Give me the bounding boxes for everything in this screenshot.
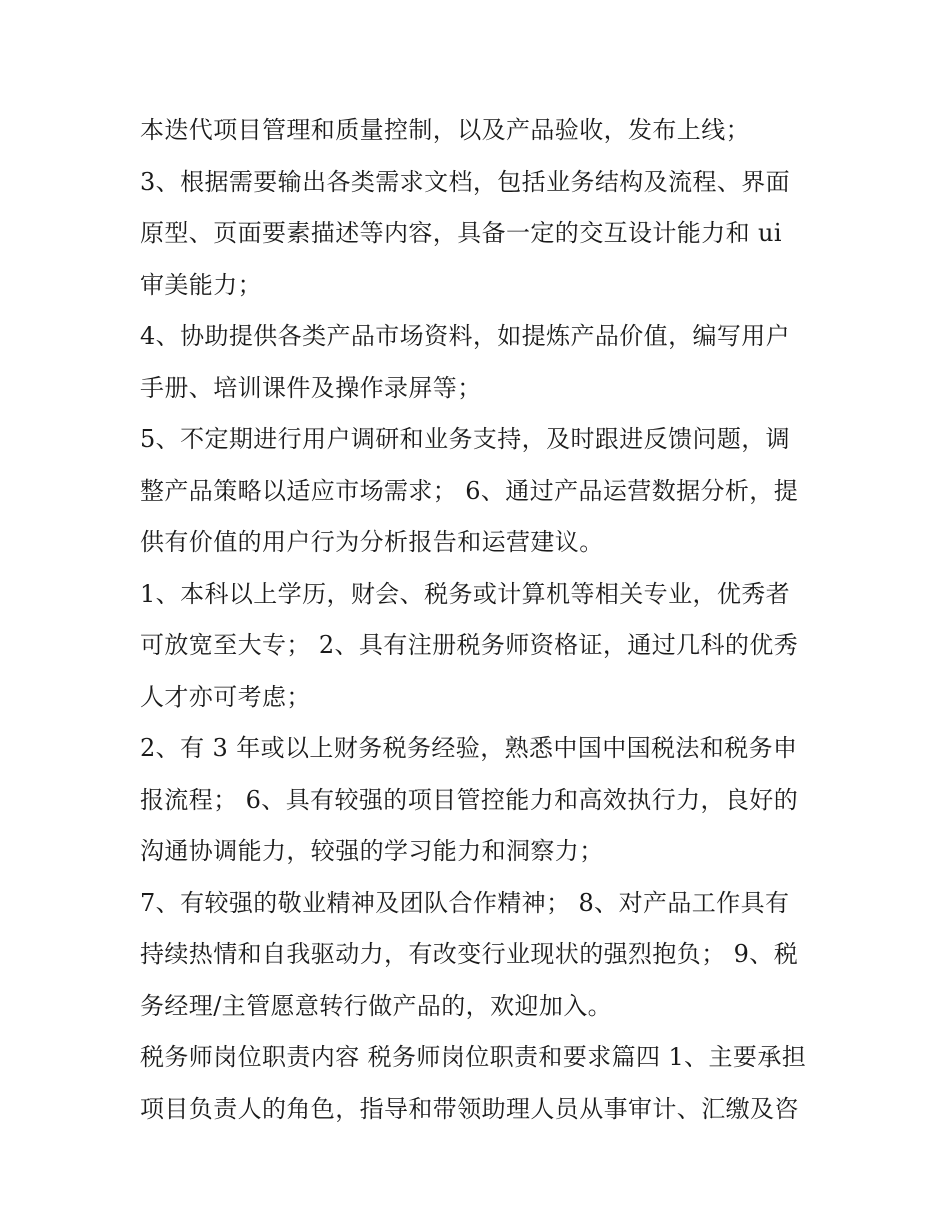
text-line: 2、有 3 年或以上财务税务经验，熟悉中国中国税法和税务申 (140, 734, 798, 762)
text-line: 审美能力； (140, 270, 262, 299)
text-line: 原型、页面要素描述等内容，具备一定的交互设计能力和 ui (140, 219, 782, 247)
text-line: 持续热情和自我驱动力，有改变行业现状的强烈抱负； 9、税 (140, 940, 799, 968)
text-line: 人才亦可考虑； (140, 682, 311, 711)
text-line: 沟通协调能力，较强的学习能力和洞察力； (140, 837, 604, 865)
text-line: 本迭代项目管理和质量控制，以及产品验收，发布上线； (140, 116, 750, 144)
text-line: 项目负责人的角色，指导和带领助理人员从事审计、汇缴及咨 (140, 1094, 799, 1123)
text-line: 7、有较强的敬业精神及团队合作精神； 8、对产品工作具有 (140, 888, 790, 917)
text-line: 务经理/主管愿意转行做产品的，欢迎加入。 (140, 991, 613, 1020)
text-line: 报流程； 6、具有较强的项目管控能力和高效执行力，良好的 (140, 785, 799, 814)
text-line: 1、本科以上学历，财会、税务或计算机等相关专业，优秀者 (140, 579, 791, 608)
document-body (140, 105, 820, 1135)
text-line: 3、根据需要输出各类需求文档，包括业务结构及流程、界面 (140, 167, 791, 196)
text-line: 整产品策略以适应市场需求； 6、通过产品运营数据分析，提 (140, 476, 799, 505)
text-line: 手册、培训课件及操作录屏等； (140, 373, 482, 402)
text-line: 可放宽至大专； 2、具有注册税务师资格证，通过几科的优秀 (140, 631, 799, 659)
text-line: 4、协助提供各类产品市场资料，如提炼产品价值，编写用户 (140, 322, 791, 350)
text-line: 供有价值的用户行为分析报告和运营建议。 (140, 528, 604, 556)
text-line: 5、不定期进行用户调研和业务支持，及时跟进反馈问题，调 (140, 425, 791, 453)
text-line: 税务师岗位职责内容 税务师岗位职责和要求篇四 1、主要承担 (140, 1043, 807, 1071)
